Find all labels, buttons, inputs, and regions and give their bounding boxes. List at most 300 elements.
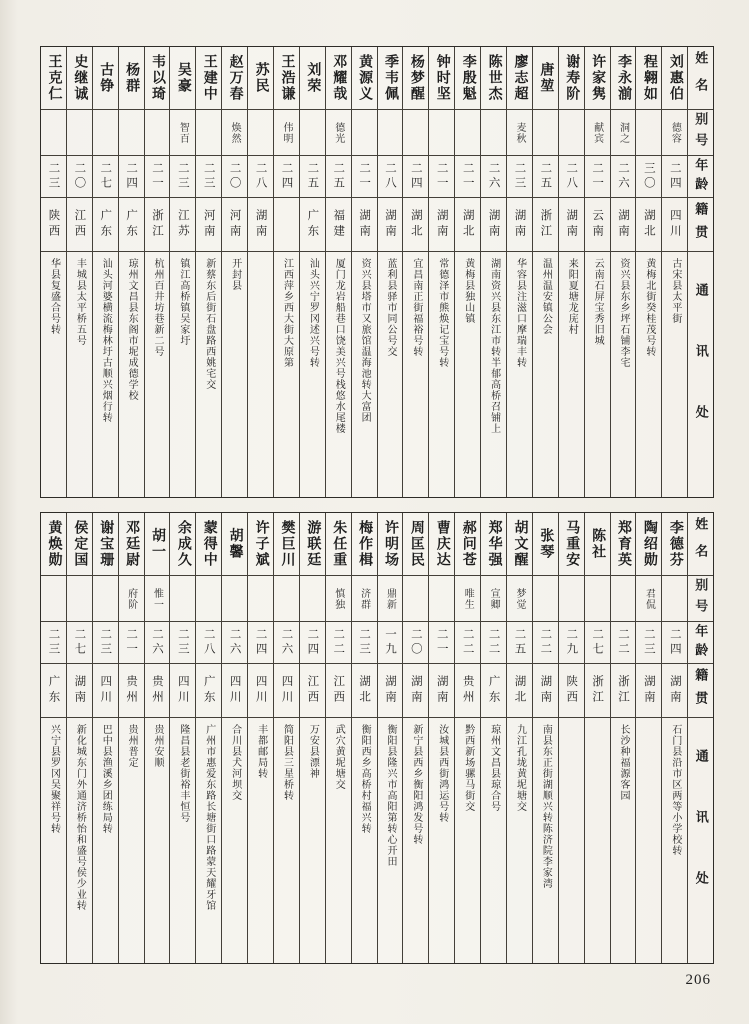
address-cell-text: 简阳县三星桥转	[281, 724, 293, 801]
alias-cell-text: 济群	[358, 587, 370, 610]
name-cell	[378, 47, 403, 109]
header-address-text: 通讯处	[693, 749, 709, 932]
name-cell-text: 余成久	[175, 520, 191, 568]
alias-cell	[326, 109, 351, 155]
person-column	[635, 47, 661, 497]
name-cell	[585, 47, 610, 109]
native-cell	[507, 663, 532, 717]
address-cell-text: 武穴黄坭塘交	[333, 724, 345, 790]
address-cell	[611, 717, 636, 963]
person-column	[66, 47, 92, 497]
address-cell-text: 贵州普定	[126, 724, 138, 768]
address-cell-text: 新宁县西乡衡阳鸿发号转	[410, 724, 422, 845]
name-cell-text: 邓廷尉	[124, 520, 140, 568]
name-cell	[41, 513, 66, 575]
age-cell-text: 二六	[228, 628, 241, 657]
address-cell-text: 巴中县渔溪乡团练局转	[100, 724, 112, 834]
age-cell-text: 二二	[539, 628, 552, 657]
address-cell-text: 新蔡东后街石盘路西姚宅交	[203, 258, 215, 390]
address-cell-text: 江西萍乡西大街大原第	[281, 258, 293, 368]
age-cell-text: 二三	[642, 628, 655, 657]
name-cell	[93, 47, 118, 109]
age-cell	[559, 621, 584, 663]
native-cell	[248, 663, 273, 717]
address-cell	[585, 251, 610, 497]
address-cell	[533, 717, 558, 963]
age-cell	[662, 155, 687, 197]
native-cell-text: 广东	[487, 675, 500, 706]
header-native	[688, 197, 713, 251]
alias-cell	[145, 109, 170, 155]
age-cell	[455, 155, 480, 197]
person-column	[195, 47, 221, 497]
alias-cell	[507, 575, 532, 621]
person-column	[325, 47, 351, 497]
native-cell	[403, 663, 428, 717]
name-cell-text: 胡馨	[227, 528, 243, 560]
age-cell	[170, 621, 195, 663]
age-cell	[145, 155, 170, 197]
address-cell	[93, 717, 118, 963]
native-cell-text: 河南	[202, 209, 215, 240]
native-cell	[455, 197, 480, 251]
native-cell	[559, 663, 584, 717]
address-cell	[119, 717, 144, 963]
name-cell	[119, 47, 144, 109]
alias-cell	[533, 109, 558, 155]
address-cell	[507, 251, 532, 497]
header-native-text: 籍贯	[693, 201, 709, 248]
age-cell	[326, 621, 351, 663]
age-cell	[67, 155, 92, 197]
native-cell-text: 广东	[47, 675, 60, 706]
age-cell	[585, 155, 610, 197]
native-cell-text: 湖南	[642, 675, 655, 706]
native-cell-text: 湖南	[358, 209, 371, 240]
native-cell-text: 湖北	[409, 209, 422, 240]
native-cell	[326, 663, 351, 717]
name-cell-text: 苏民	[253, 62, 269, 94]
address-cell-text: 宜昌南正街福裕号转	[410, 258, 422, 357]
address-cell	[378, 717, 403, 963]
address-cell-text: 万安县漂神	[307, 724, 319, 779]
age-cell	[507, 621, 532, 663]
person-column	[169, 513, 195, 963]
address-cell-text: 黄梅县独山镇	[462, 258, 474, 324]
alias-cell	[93, 109, 118, 155]
age-cell	[300, 621, 325, 663]
address-cell-text: 合川县犬河坝交	[229, 724, 241, 801]
alias-cell	[455, 109, 480, 155]
person-column	[428, 47, 454, 497]
address-cell	[274, 717, 299, 963]
address-cell	[326, 251, 351, 497]
person-column	[169, 47, 195, 497]
name-cell	[170, 513, 195, 575]
age-cell-text: 二一	[591, 162, 604, 191]
name-cell	[585, 513, 610, 575]
native-cell	[533, 197, 558, 251]
native-cell-text: 四川	[99, 675, 112, 706]
name-cell	[170, 47, 195, 109]
address-cell	[429, 717, 454, 963]
address-cell	[636, 251, 661, 497]
person-column	[428, 513, 454, 963]
age-cell	[403, 155, 428, 197]
person-column	[377, 513, 403, 963]
age-cell-text: 二三	[99, 628, 112, 657]
native-cell	[41, 197, 66, 251]
native-cell	[67, 663, 92, 717]
alias-cell	[585, 575, 610, 621]
page-number: 206	[685, 972, 711, 988]
native-cell-text: 湖南	[565, 209, 578, 240]
address-cell	[93, 251, 118, 497]
address-cell	[222, 717, 247, 963]
native-cell	[533, 663, 558, 717]
age-cell-text: 二一	[358, 162, 371, 191]
person-column	[661, 513, 687, 963]
person-column	[144, 47, 170, 497]
address-cell-text: 镇江高桥镇吴家圩	[177, 258, 189, 346]
person-column	[610, 513, 636, 963]
name-cell	[248, 47, 273, 109]
person-column	[402, 47, 428, 497]
native-cell-text: 陕西	[565, 675, 578, 706]
address-cell	[455, 251, 480, 497]
address-cell	[41, 717, 66, 963]
age-cell-text: 二四	[125, 162, 138, 191]
native-cell-text: 四川	[280, 675, 293, 706]
name-cell-text: 马重安	[564, 520, 580, 568]
native-cell	[585, 663, 610, 717]
alias-cell	[67, 109, 92, 155]
address-cell-text: 衡阳西乡高桥村福兴转	[359, 724, 371, 834]
name-cell	[222, 47, 247, 109]
address-cell	[481, 717, 506, 963]
name-cell-text: 王克仁	[46, 54, 62, 102]
age-cell-text: 二五	[539, 162, 552, 191]
address-cell-text: 琼州文昌县东阁市坭成德学校	[126, 258, 138, 401]
header-address	[688, 717, 713, 963]
name-cell	[300, 47, 325, 109]
name-cell-text: 唐堃	[538, 62, 554, 94]
person-column	[41, 47, 66, 497]
name-cell	[67, 47, 92, 109]
native-cell	[662, 663, 687, 717]
name-cell-text: 游联廷	[305, 520, 321, 568]
alias-cell-text: 君侃	[643, 587, 655, 610]
alias-cell	[403, 109, 428, 155]
name-cell-text: 刘荣	[305, 62, 321, 94]
name-cell	[378, 513, 403, 575]
name-cell-text: 曹庆达	[434, 520, 450, 568]
person-column	[66, 513, 92, 963]
name-cell-text: 程翱如	[641, 54, 657, 102]
header-name-text: 姓名	[693, 517, 709, 571]
age-cell	[93, 155, 118, 197]
name-cell	[93, 513, 118, 575]
header-native-text: 籍贯	[693, 667, 709, 714]
name-cell	[481, 513, 506, 575]
name-cell	[300, 513, 325, 575]
native-cell	[662, 197, 687, 251]
alias-cell	[481, 109, 506, 155]
native-cell-text: 广东	[306, 209, 319, 240]
age-cell-text: 二四	[409, 162, 422, 191]
native-cell	[481, 197, 506, 251]
address-cell-text: 温州温安镇公会	[540, 258, 552, 335]
native-cell-text: 湖南	[73, 675, 86, 706]
age-cell-text: 二八	[384, 162, 397, 191]
address-cell	[170, 251, 195, 497]
person-column	[584, 513, 610, 963]
native-cell	[352, 197, 377, 251]
name-cell-text: 刘惠伯	[667, 54, 683, 102]
native-cell-text: 福建	[332, 209, 345, 240]
age-cell-text: 二五	[513, 628, 526, 657]
name-cell	[611, 47, 636, 109]
name-cell-text: 许明场	[383, 520, 399, 568]
age-cell	[533, 621, 558, 663]
alias-cell	[119, 575, 144, 621]
alias-cell-text: 焕然	[229, 121, 241, 144]
age-cell-text: 二八	[254, 162, 267, 191]
native-cell-text: 广东	[99, 209, 112, 240]
name-cell	[326, 513, 351, 575]
age-cell-text: 二七	[73, 628, 86, 657]
name-cell-text: 史继诚	[72, 54, 88, 102]
name-cell-text: 蒙得中	[201, 520, 217, 568]
native-cell	[196, 663, 221, 717]
native-cell-text: 湖北	[461, 209, 474, 240]
name-cell	[248, 513, 273, 575]
age-cell-text: 二五	[332, 162, 345, 191]
name-cell	[559, 47, 584, 109]
native-cell	[170, 197, 195, 251]
native-cell	[274, 197, 299, 251]
alias-cell-text: 德容	[669, 121, 681, 144]
person-column	[454, 47, 480, 497]
address-cell-text: 开封县	[229, 258, 241, 291]
name-cell	[533, 47, 558, 109]
person-column	[351, 513, 377, 963]
native-cell	[119, 663, 144, 717]
name-cell-text: 赵万春	[227, 54, 243, 102]
name-cell	[274, 47, 299, 109]
person-column	[610, 47, 636, 497]
name-cell-text: 胡文醒	[512, 520, 528, 568]
age-cell-text: 三〇	[642, 162, 655, 191]
alias-cell-text: 惟一	[151, 587, 163, 610]
address-cell	[248, 251, 273, 497]
age-cell-text: 二九	[565, 628, 578, 657]
age-cell-text: 二二	[461, 628, 474, 657]
age-cell-text: 二一	[461, 162, 474, 191]
address-cell-text: 杭州百井坊巷新二号	[152, 258, 163, 357]
alias-cell	[326, 575, 351, 621]
native-cell-text: 贵州	[151, 675, 163, 706]
person-column	[195, 513, 221, 963]
name-cell-text: 李永湔	[616, 54, 632, 102]
age-cell-text: 二〇	[73, 162, 86, 191]
native-cell-text: 江苏	[176, 209, 189, 240]
name-cell	[455, 513, 480, 575]
alias-cell-text: 献宾	[591, 121, 603, 144]
native-cell-text: 湖北	[513, 675, 526, 706]
name-cell-text: 许家隽	[590, 54, 606, 102]
address-cell-text: 黄梅北街癸桂茂号转	[643, 258, 655, 357]
address-cell-text: 华容县注滋口摩瑞丰转	[514, 258, 526, 368]
native-cell	[352, 663, 377, 717]
age-cell-text: 二七	[99, 162, 112, 191]
header-alias-text: 别号	[693, 577, 709, 620]
name-cell	[533, 513, 558, 575]
address-cell-text: 常德泽市熊焕记宝号转	[436, 258, 448, 368]
alias-cell	[67, 575, 92, 621]
header-name-text: 姓名	[693, 51, 709, 105]
native-cell	[636, 197, 661, 251]
age-cell-text: 二六	[617, 162, 630, 191]
address-cell	[378, 251, 403, 497]
address-cell	[170, 717, 195, 963]
alias-cell	[222, 109, 247, 155]
native-cell-text: 四川	[176, 675, 189, 706]
native-cell	[248, 197, 273, 251]
name-cell	[222, 513, 247, 575]
alias-cell-text: 智百	[177, 121, 189, 144]
age-cell	[378, 155, 403, 197]
alias-cell	[636, 109, 661, 155]
person-column	[558, 47, 584, 497]
alias-cell	[455, 575, 480, 621]
name-cell-text: 朱任重	[331, 520, 347, 568]
native-cell	[378, 663, 403, 717]
address-cell	[662, 251, 687, 497]
native-cell	[611, 197, 636, 251]
native-cell	[300, 197, 325, 251]
name-cell-text: 梅作楫	[357, 520, 373, 568]
person-column	[221, 513, 247, 963]
address-cell	[67, 717, 92, 963]
age-cell	[119, 621, 144, 663]
address-cell-text: 丰都邮局转	[255, 724, 267, 779]
address-cell-text: 古宋县太平街	[669, 258, 681, 324]
alias-cell	[352, 109, 377, 155]
name-cell-text: 李殷魁	[460, 54, 476, 102]
alias-cell	[196, 575, 221, 621]
age-cell	[326, 155, 351, 197]
address-cell	[429, 251, 454, 497]
person-column	[661, 47, 687, 497]
age-cell	[41, 155, 66, 197]
age-cell-text: 二八	[202, 628, 215, 657]
address-cell	[300, 251, 325, 497]
age-cell-text: 一九	[384, 628, 397, 657]
age-cell	[274, 155, 299, 197]
address-cell	[67, 251, 92, 497]
age-cell	[248, 621, 273, 663]
age-cell	[636, 155, 661, 197]
age-cell	[248, 155, 273, 197]
name-cell-text: 古铮	[98, 62, 114, 94]
address-cell	[196, 251, 221, 497]
native-cell	[145, 663, 170, 717]
address-cell	[559, 717, 584, 963]
header-column	[687, 47, 713, 497]
alias-cell	[662, 575, 687, 621]
native-cell-text: 湖南	[539, 675, 552, 706]
age-cell-text: 二二	[332, 628, 345, 657]
header-address	[688, 251, 713, 497]
person-column	[92, 47, 118, 497]
name-cell-text: 黄焕勋	[46, 520, 62, 568]
age-cell	[559, 155, 584, 197]
header-column	[687, 513, 713, 963]
alias-cell-text: 唯生	[462, 587, 474, 610]
alias-cell-text: 梦觉	[513, 587, 525, 610]
name-cell-text: 陶绍勋	[641, 520, 657, 568]
alias-cell	[507, 109, 532, 155]
alias-cell	[41, 109, 66, 155]
alias-cell	[429, 575, 454, 621]
header-age-text: 年龄	[693, 623, 709, 662]
name-cell	[403, 47, 428, 109]
native-cell	[274, 663, 299, 717]
name-cell-text: 郑华强	[486, 520, 502, 568]
age-cell	[585, 621, 610, 663]
name-cell-text: 张琴	[538, 528, 554, 560]
name-cell-text: 王浩谦	[279, 54, 295, 102]
person-column	[299, 47, 325, 497]
address-cell	[533, 251, 558, 497]
person-column	[144, 513, 170, 963]
age-cell-text: 二〇	[228, 162, 241, 191]
name-cell-text: 吴豪	[175, 62, 191, 94]
age-cell	[507, 155, 532, 197]
name-cell-text: 黄源义	[357, 54, 373, 102]
person-column	[635, 513, 661, 963]
native-cell	[481, 663, 506, 717]
age-cell-text: 二一	[125, 628, 138, 657]
person-column	[299, 513, 325, 963]
address-cell	[507, 717, 532, 963]
name-cell	[403, 513, 428, 575]
native-cell-text: 广东	[125, 209, 138, 240]
address-cell-text: 琼州文昌县琼合号	[488, 724, 500, 812]
person-column	[247, 47, 273, 497]
name-cell-text: 陈世杰	[486, 54, 502, 102]
name-cell	[145, 47, 170, 109]
name-cell	[145, 513, 170, 575]
address-cell	[326, 717, 351, 963]
person-column	[558, 513, 584, 963]
header-alias-text: 别号	[693, 111, 709, 154]
age-cell-text: 二三	[176, 628, 189, 657]
address-cell-text: 衡阳县隆兴市高阳第转心开田	[385, 724, 397, 867]
address-cell-text: 资兴县塔市又旅馆温海池转大富团	[359, 258, 371, 423]
person-column	[532, 513, 558, 963]
age-cell	[481, 621, 506, 663]
native-cell-text: 四川	[668, 209, 681, 240]
address-cell-text: 来阳夏塘龙庑村	[566, 258, 578, 335]
name-cell-text: 李德芬	[667, 520, 683, 568]
alias-cell	[429, 109, 454, 155]
age-cell-text: 二一	[435, 162, 448, 191]
age-cell	[222, 621, 247, 663]
person-column	[584, 47, 610, 497]
address-cell	[481, 251, 506, 497]
